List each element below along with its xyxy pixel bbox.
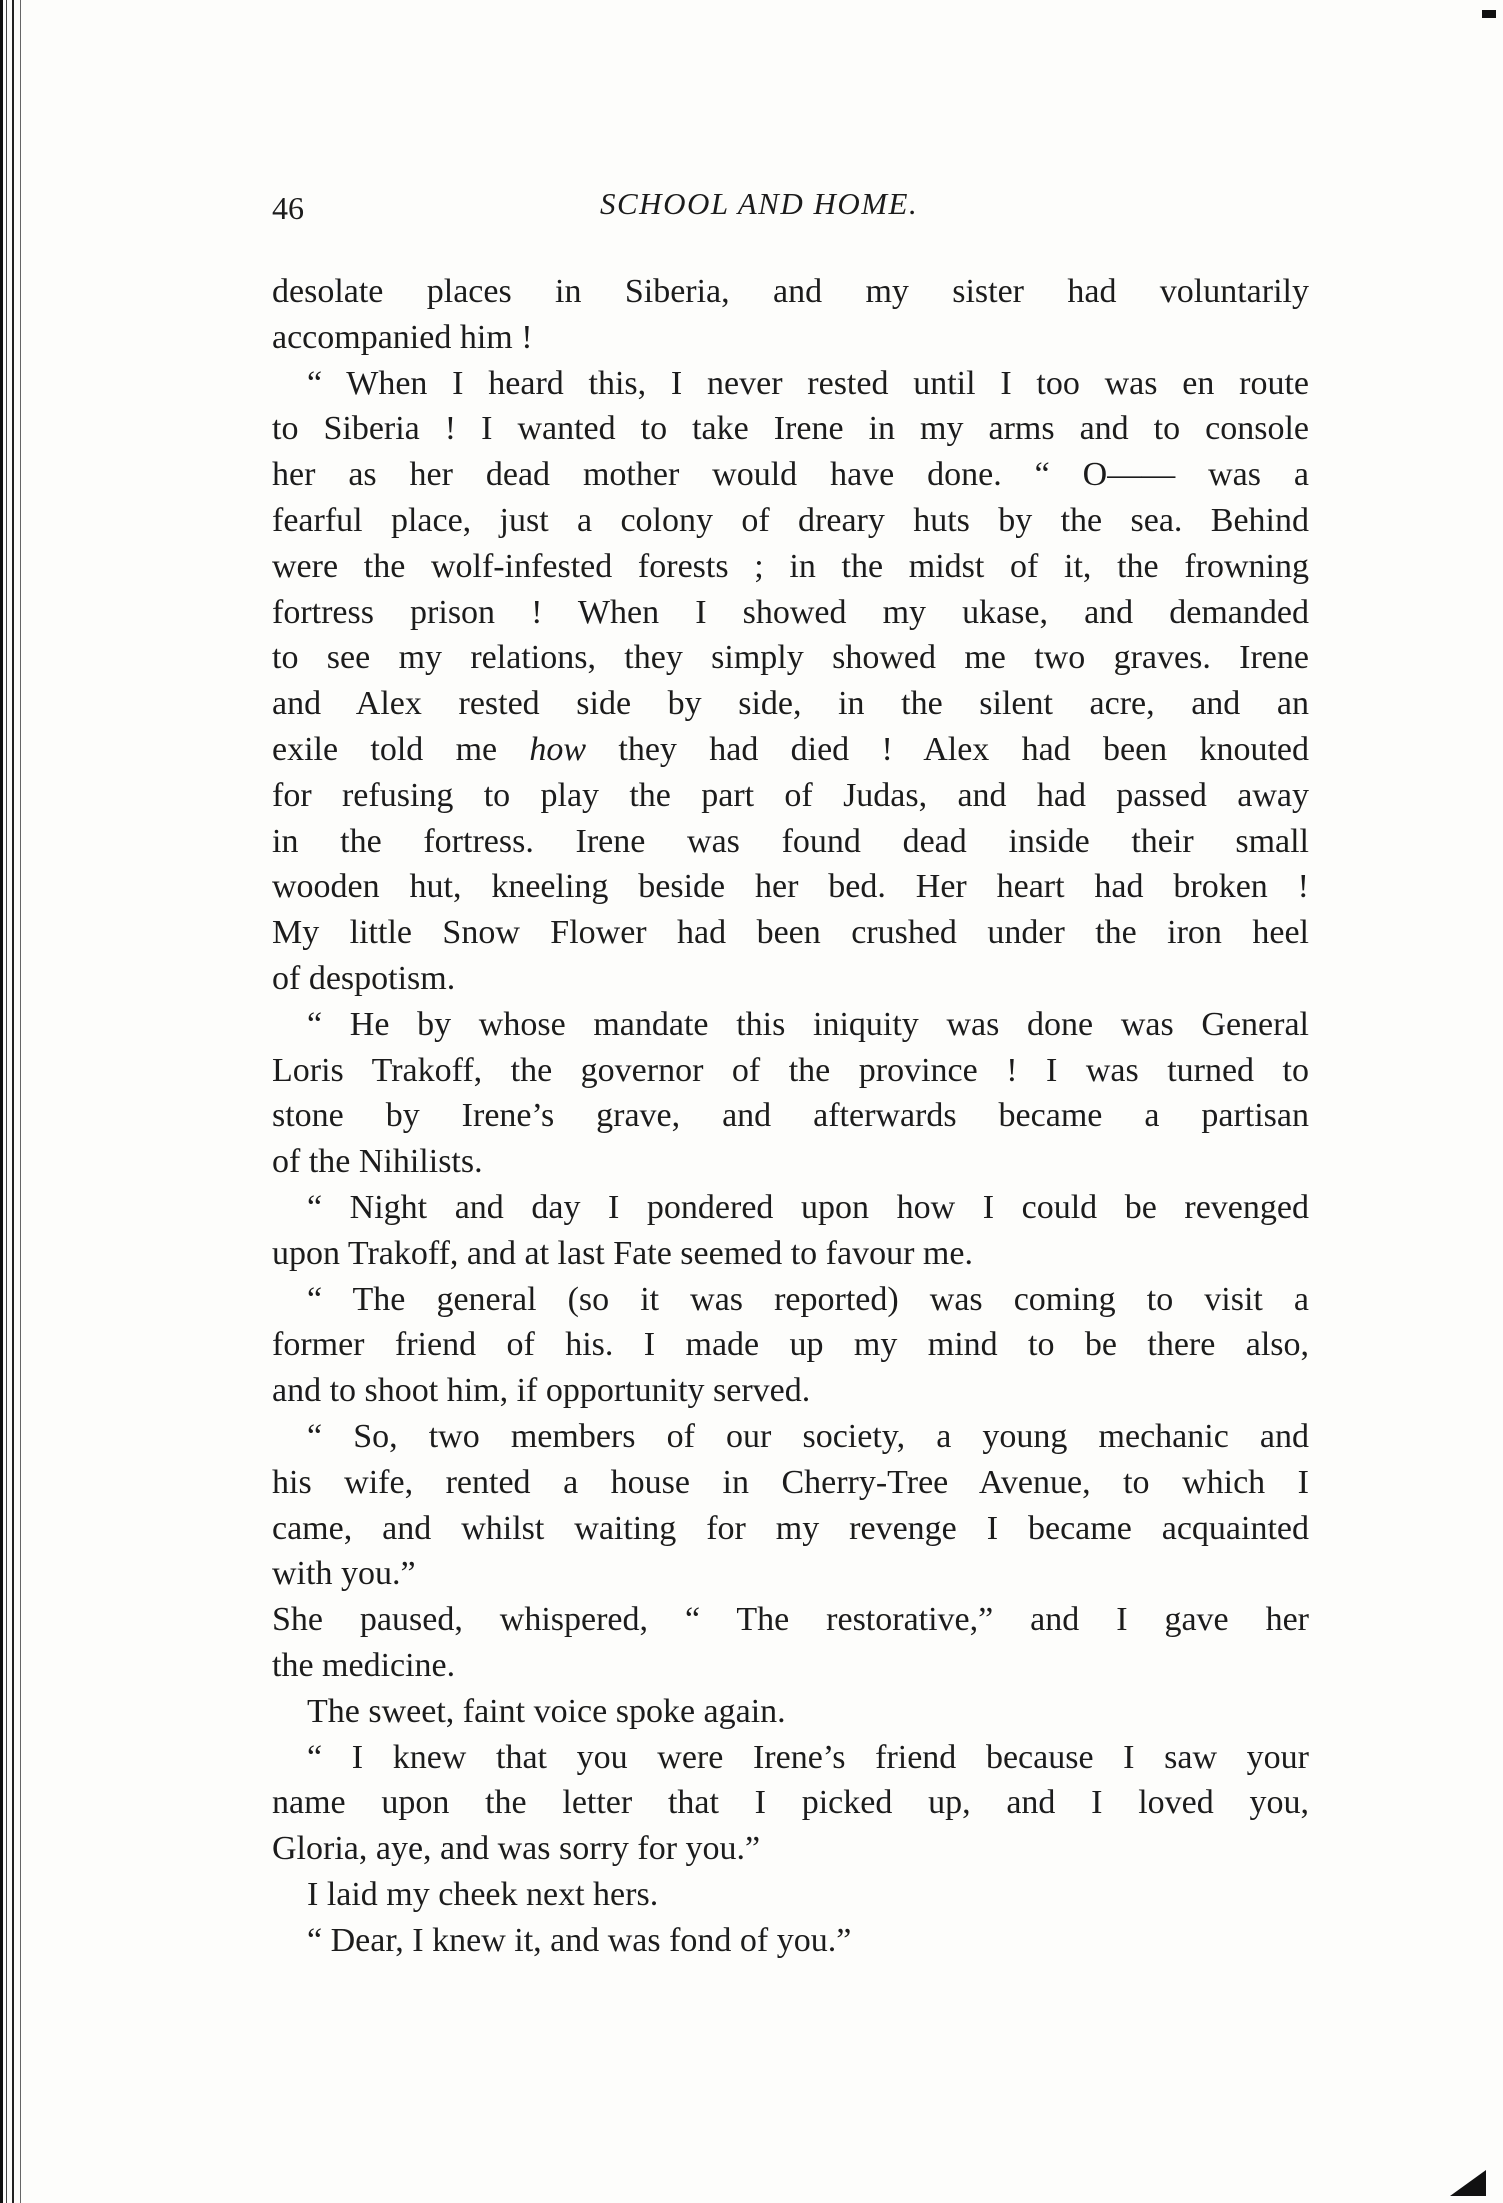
text-line: the medicine. [272, 1647, 456, 1684]
text-line: “ Night and day I pondered upon how I could be revenged [307, 1189, 1309, 1226]
text-line: I laid my cheek next hers. [307, 1876, 659, 1913]
text-line: and to shoot him, if opportunity served. [272, 1372, 811, 1410]
text-segment: exile told me [272, 731, 530, 768]
text-line: with you.” [272, 1555, 416, 1593]
text-line: “ So, two members of our society, a young mechanic and [307, 1418, 1309, 1455]
text-line: desolate places in Siberia, and my sister had voluntarily [272, 273, 1309, 310]
text-segment: they had died ! Alex had been knouted [586, 731, 1309, 768]
text-line: fearful place, just a colony of dreary huts by the sea. Behind [272, 502, 1309, 539]
page-number: 46 [272, 190, 304, 226]
text-line: her as her dead mother would have done. “ O—— was a [272, 456, 1309, 494]
text-line: wooden hut, kneeling beside her bed. Her heart had broken ! [272, 868, 1309, 906]
text-line: upon Trakoff, and at last Fate seemed to favour me. [272, 1234, 973, 1272]
scan-mark [1450, 2170, 1486, 2196]
text-line: Loris Trakoff, the governor of the province ! I was turned to [272, 1051, 1309, 1089]
text-line: were the wolf-infested forests ; in the midst of it, the frowning [272, 547, 1309, 585]
text-line: his wife, rented a house in Cherry-Tree Avenue, to which I [272, 1463, 1309, 1501]
text-line: “ Dear, I knew it, and was fond of you.” [307, 1921, 852, 1959]
text-line: name upon the letter that I picked up, and I loved you, [272, 1784, 1309, 1822]
text-line: and Alex rested side by side, in the silent acre, and an [272, 685, 1309, 723]
italic-word: how [529, 731, 587, 768]
text-line: in the fortress. Irene was found dead inside their small [272, 822, 1309, 860]
book-binding-edge [0, 0, 42, 2203]
text-line: She paused, whispered, “ The restorative,” and I gave her [272, 1601, 1309, 1639]
text-line: of despotism. [272, 960, 456, 997]
text-line: former friend of his. I made up my mind to be there also, [272, 1326, 1309, 1364]
text-line: came, and whilst waiting for my revenge I became acquainted [272, 1509, 1309, 1547]
text-line: “ I knew that you were Irene’s friend because I saw your [307, 1738, 1309, 1776]
text-line: fortress prison ! When I showed my ukase, and demanded [272, 593, 1309, 631]
text-line: “ When I heard this, I never rested until I too was en route [307, 364, 1309, 402]
text-line: for refusing to play the part of Judas, and had passed away [272, 776, 1309, 814]
text-line: to Siberia ! I wanted to take Irene in my arms and to console [272, 410, 1309, 448]
running-title: SCHOOL AND HOME. [600, 186, 919, 221]
text-line: of the Nihilists. [272, 1143, 483, 1181]
text-line [272, 730, 1309, 770]
text-line: to see my relations, they simply showed me two graves. Irene [272, 639, 1309, 677]
text-line: Gloria, aye, and was sorry for you.” [272, 1830, 761, 1868]
text-line: accompanied him ! [272, 318, 533, 356]
text-line: The sweet, faint voice spoke again. [307, 1692, 786, 1730]
text-line: “ The general (so it was reported) was coming to visit a [307, 1280, 1309, 1318]
scan-mark [1482, 10, 1496, 18]
text-line: My little Snow Flower had been crushed under the iron heel [272, 914, 1309, 952]
text-line: stone by Irene’s grave, and afterwards became a partisan [272, 1097, 1309, 1135]
text-line: “ He by whose mandate this iniquity was done was General [307, 1005, 1309, 1043]
